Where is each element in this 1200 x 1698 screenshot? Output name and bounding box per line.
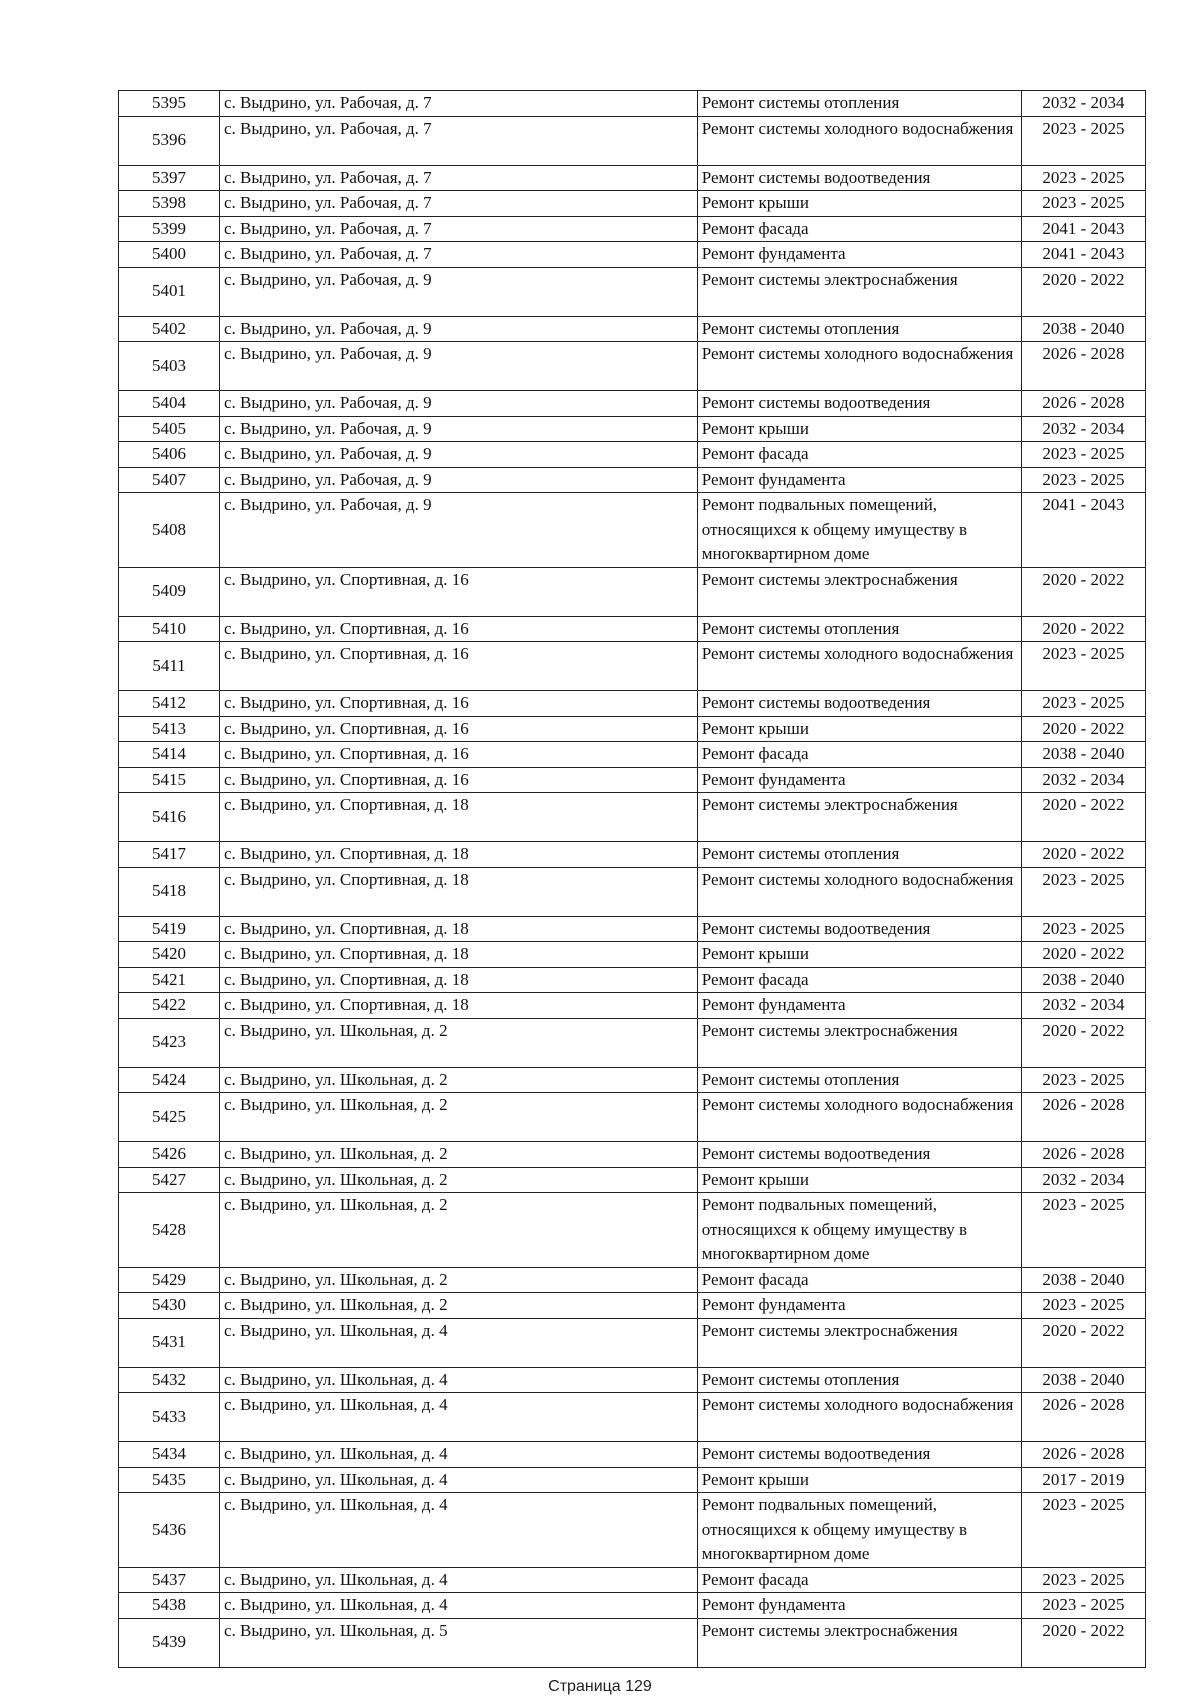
table-row (119, 1067, 1146, 1093)
address-cell: с. Выдрино, ул. Рабочая, д. 9 (220, 467, 698, 493)
work-type-cell: Ремонт системы электроснабжения (697, 793, 1021, 842)
table-row (119, 1567, 1146, 1593)
period-cell: 2023 - 2025 (1021, 165, 1145, 191)
period-cell: 2032 - 2034 (1021, 767, 1145, 793)
row-number: 5395 (119, 91, 220, 117)
table-row (119, 567, 1146, 616)
table-row (119, 691, 1146, 717)
address-cell: с. Выдрино, ул. Школьная, д. 2 (220, 1167, 698, 1193)
address-cell: с. Выдрино, ул. Школьная, д. 2 (220, 1067, 698, 1093)
period-cell: 2023 - 2025 (1021, 1067, 1145, 1093)
table-row (119, 1493, 1146, 1568)
work-type-cell: Ремонт системы водоотведения (697, 391, 1021, 417)
period-cell: 2023 - 2025 (1021, 867, 1145, 916)
period-cell: 2041 - 2043 (1021, 242, 1145, 268)
work-type-cell: Ремонт подвальных помещений, относящихся к общему имуществу в многоквартирном доме (697, 1493, 1021, 1568)
work-type-cell: Ремонт системы отопления (697, 316, 1021, 342)
address-cell: с. Выдрино, ул. Спортивная, д. 16 (220, 716, 698, 742)
work-type-cell: Ремонт системы электроснабжения (697, 1618, 1021, 1667)
table-row (119, 242, 1146, 268)
address-cell: с. Выдрино, ул. Школьная, д. 4 (220, 1493, 698, 1568)
row-number: 5403 (119, 342, 220, 391)
period-cell: 2026 - 2028 (1021, 1393, 1145, 1442)
period-cell: 2020 - 2022 (1021, 1318, 1145, 1367)
period-cell: 2020 - 2022 (1021, 942, 1145, 968)
work-type-cell: Ремонт крыши (697, 1467, 1021, 1493)
row-number: 5418 (119, 867, 220, 916)
address-cell: с. Выдрино, ул. Школьная, д. 4 (220, 1442, 698, 1468)
table-row (119, 716, 1146, 742)
work-type-cell: Ремонт системы электроснабжения (697, 267, 1021, 316)
row-number: 5400 (119, 242, 220, 268)
row-number: 5439 (119, 1618, 220, 1667)
row-number: 5429 (119, 1267, 220, 1293)
period-cell: 2038 - 2040 (1021, 1367, 1145, 1393)
table-row (119, 467, 1146, 493)
work-type-cell: Ремонт фундамента (697, 993, 1021, 1019)
row-number: 5432 (119, 1367, 220, 1393)
address-cell: с. Выдрино, ул. Спортивная, д. 16 (220, 616, 698, 642)
address-cell: с. Выдрино, ул. Рабочая, д. 7 (220, 191, 698, 217)
row-number: 5421 (119, 967, 220, 993)
address-cell: с. Выдрино, ул. Спортивная, д. 16 (220, 742, 698, 768)
work-type-cell: Ремонт фундамента (697, 767, 1021, 793)
row-number: 5416 (119, 793, 220, 842)
work-type-cell: Ремонт системы водоотведения (697, 691, 1021, 717)
period-cell: 2020 - 2022 (1021, 793, 1145, 842)
address-cell: с. Выдрино, ул. Рабочая, д. 9 (220, 493, 698, 568)
table-row (119, 216, 1146, 242)
address-cell: с. Выдрино, ул. Спортивная, д. 18 (220, 942, 698, 968)
period-cell: 2041 - 2043 (1021, 216, 1145, 242)
work-type-cell: Ремонт системы холодного водоснабжения (697, 1093, 1021, 1142)
period-cell: 2023 - 2025 (1021, 1593, 1145, 1619)
row-number: 5430 (119, 1293, 220, 1319)
period-cell: 2023 - 2025 (1021, 1193, 1145, 1268)
work-type-cell: Ремонт крыши (697, 191, 1021, 217)
row-number: 5428 (119, 1193, 220, 1268)
repair-schedule-table (118, 90, 1146, 1668)
work-type-cell: Ремонт фасада (697, 1567, 1021, 1593)
row-number: 5411 (119, 642, 220, 691)
table-row (119, 165, 1146, 191)
work-type-cell: Ремонт системы отопления (697, 616, 1021, 642)
work-type-cell: Ремонт крыши (697, 1167, 1021, 1193)
period-cell: 2041 - 2043 (1021, 493, 1145, 568)
period-cell: 2023 - 2025 (1021, 467, 1145, 493)
period-cell: 2026 - 2028 (1021, 342, 1145, 391)
row-number: 5420 (119, 942, 220, 968)
row-number: 5427 (119, 1167, 220, 1193)
table-row (119, 1393, 1146, 1442)
table-row (119, 416, 1146, 442)
period-cell: 2020 - 2022 (1021, 1618, 1145, 1667)
row-number: 5437 (119, 1567, 220, 1593)
work-type-cell: Ремонт системы водоотведения (697, 916, 1021, 942)
table-row (119, 1142, 1146, 1168)
table-row (119, 742, 1146, 768)
table-row (119, 342, 1146, 391)
period-cell: 2023 - 2025 (1021, 1493, 1145, 1568)
address-cell: с. Выдрино, ул. Школьная, д. 4 (220, 1393, 698, 1442)
table-row (119, 391, 1146, 417)
address-cell: с. Выдрино, ул. Рабочая, д. 7 (220, 216, 698, 242)
period-cell: 2032 - 2034 (1021, 993, 1145, 1019)
table-row (119, 842, 1146, 868)
period-cell: 2026 - 2028 (1021, 391, 1145, 417)
period-cell: 2023 - 2025 (1021, 642, 1145, 691)
address-cell: с. Выдрино, ул. Рабочая, д. 9 (220, 267, 698, 316)
work-type-cell: Ремонт системы отопления (697, 91, 1021, 117)
period-cell: 2023 - 2025 (1021, 916, 1145, 942)
row-number: 5397 (119, 165, 220, 191)
work-type-cell: Ремонт системы холодного водоснабжения (697, 867, 1021, 916)
work-type-cell: Ремонт системы отопления (697, 1367, 1021, 1393)
work-type-cell: Ремонт фундамента (697, 1593, 1021, 1619)
table-row (119, 91, 1146, 117)
address-cell: с. Выдрино, ул. Школьная, д. 2 (220, 1018, 698, 1067)
address-cell: с. Выдрино, ул. Школьная, д. 2 (220, 1293, 698, 1319)
period-cell: 2023 - 2025 (1021, 691, 1145, 717)
address-cell: с. Выдрино, ул. Спортивная, д. 18 (220, 793, 698, 842)
row-number: 5414 (119, 742, 220, 768)
row-number: 5415 (119, 767, 220, 793)
table-row (119, 942, 1146, 968)
period-cell: 2038 - 2040 (1021, 967, 1145, 993)
table-row (119, 642, 1146, 691)
address-cell: с. Выдрино, ул. Спортивная, д. 18 (220, 993, 698, 1019)
table-row (119, 191, 1146, 217)
row-number: 5424 (119, 1067, 220, 1093)
period-cell: 2020 - 2022 (1021, 267, 1145, 316)
address-cell: с. Выдрино, ул. Рабочая, д. 9 (220, 391, 698, 417)
period-cell: 2038 - 2040 (1021, 1267, 1145, 1293)
table-row (119, 493, 1146, 568)
row-number: 5425 (119, 1093, 220, 1142)
work-type-cell: Ремонт системы водоотведения (697, 1442, 1021, 1468)
table-row (119, 1467, 1146, 1493)
address-cell: с. Выдрино, ул. Школьная, д. 5 (220, 1618, 698, 1667)
table-row (119, 1293, 1146, 1319)
address-cell: с. Выдрино, ул. Рабочая, д. 7 (220, 242, 698, 268)
row-number: 5405 (119, 416, 220, 442)
table-row (119, 316, 1146, 342)
period-cell: 2023 - 2025 (1021, 116, 1145, 165)
row-number: 5410 (119, 616, 220, 642)
table-row (119, 1367, 1146, 1393)
table-row (119, 1093, 1146, 1142)
address-cell: с. Выдрино, ул. Школьная, д. 2 (220, 1142, 698, 1168)
table-body (119, 91, 1146, 1668)
period-cell: 2026 - 2028 (1021, 1142, 1145, 1168)
table-row (119, 967, 1146, 993)
table-row (119, 916, 1146, 942)
period-cell: 2020 - 2022 (1021, 1018, 1145, 1067)
period-cell: 2017 - 2019 (1021, 1467, 1145, 1493)
row-number: 5419 (119, 916, 220, 942)
row-number: 5433 (119, 1393, 220, 1442)
row-number: 5406 (119, 442, 220, 468)
address-cell: с. Выдрино, ул. Рабочая, д. 7 (220, 116, 698, 165)
address-cell: с. Выдрино, ул. Рабочая, д. 7 (220, 91, 698, 117)
work-type-cell: Ремонт фундамента (697, 1293, 1021, 1319)
address-cell: с. Выдрино, ул. Школьная, д. 2 (220, 1093, 698, 1142)
period-cell: 2023 - 2025 (1021, 1293, 1145, 1319)
table-row (119, 1593, 1146, 1619)
work-type-cell: Ремонт системы электроснабжения (697, 1318, 1021, 1367)
work-type-cell: Ремонт системы водоотведения (697, 165, 1021, 191)
table-row (119, 767, 1146, 793)
table-row (119, 1442, 1146, 1468)
table-row (119, 867, 1146, 916)
table-row (119, 616, 1146, 642)
address-cell: с. Выдрино, ул. Школьная, д. 4 (220, 1367, 698, 1393)
period-cell: 2020 - 2022 (1021, 716, 1145, 742)
address-cell: с. Выдрино, ул. Рабочая, д. 9 (220, 442, 698, 468)
row-number: 5422 (119, 993, 220, 1019)
row-number: 5431 (119, 1318, 220, 1367)
period-cell: 2038 - 2040 (1021, 742, 1145, 768)
table-row (119, 1018, 1146, 1067)
work-type-cell: Ремонт системы водоотведения (697, 1142, 1021, 1168)
page-number: Страница 129 (548, 1678, 652, 1695)
address-cell: с. Выдрино, ул. Школьная, д. 4 (220, 1318, 698, 1367)
work-type-cell: Ремонт системы холодного водоснабжения (697, 1393, 1021, 1442)
address-cell: с. Выдрино, ул. Спортивная, д. 16 (220, 767, 698, 793)
work-type-cell: Ремонт фундамента (697, 467, 1021, 493)
work-type-cell: Ремонт системы отопления (697, 842, 1021, 868)
period-cell: 2023 - 2025 (1021, 1567, 1145, 1593)
work-type-cell: Ремонт подвальных помещений, относящихся к общему имуществу в многоквартирном доме (697, 1193, 1021, 1268)
row-number: 5436 (119, 1493, 220, 1568)
work-type-cell: Ремонт системы электроснабжения (697, 1018, 1021, 1067)
row-number: 5404 (119, 391, 220, 417)
address-cell: с. Выдрино, ул. Рабочая, д. 9 (220, 316, 698, 342)
row-number: 5412 (119, 691, 220, 717)
period-cell: 2023 - 2025 (1021, 191, 1145, 217)
address-cell: с. Выдрино, ул. Школьная, д. 2 (220, 1267, 698, 1293)
row-number: 5396 (119, 116, 220, 165)
work-type-cell: Ремонт фасада (697, 1267, 1021, 1293)
table-row (119, 993, 1146, 1019)
row-number: 5417 (119, 842, 220, 868)
work-type-cell: Ремонт крыши (697, 942, 1021, 968)
table-row (119, 1267, 1146, 1293)
work-type-cell: Ремонт фасада (697, 442, 1021, 468)
work-type-cell: Ремонт системы холодного водоснабжения (697, 342, 1021, 391)
row-number: 5398 (119, 191, 220, 217)
address-cell: с. Выдрино, ул. Спортивная, д. 16 (220, 691, 698, 717)
period-cell: 2020 - 2022 (1021, 842, 1145, 868)
row-number: 5426 (119, 1142, 220, 1168)
row-number: 5408 (119, 493, 220, 568)
period-cell: 2023 - 2025 (1021, 442, 1145, 468)
period-cell: 2032 - 2034 (1021, 1167, 1145, 1193)
table-row (119, 267, 1146, 316)
row-number: 5434 (119, 1442, 220, 1468)
row-number: 5402 (119, 316, 220, 342)
period-cell: 2020 - 2022 (1021, 616, 1145, 642)
address-cell: с. Выдрино, ул. Спортивная, д. 16 (220, 567, 698, 616)
work-type-cell: Ремонт фасада (697, 216, 1021, 242)
period-cell: 2026 - 2028 (1021, 1442, 1145, 1468)
address-cell: с. Выдрино, ул. Школьная, д. 4 (220, 1567, 698, 1593)
row-number: 5413 (119, 716, 220, 742)
work-type-cell: Ремонт фасада (697, 967, 1021, 993)
address-cell: с. Выдрино, ул. Школьная, д. 4 (220, 1467, 698, 1493)
table-row (119, 1193, 1146, 1268)
address-cell: с. Выдрино, ул. Школьная, д. 2 (220, 1193, 698, 1268)
period-cell: 2020 - 2022 (1021, 567, 1145, 616)
table-row (119, 1167, 1146, 1193)
address-cell: с. Выдрино, ул. Рабочая, д. 9 (220, 342, 698, 391)
row-number: 5399 (119, 216, 220, 242)
table-row (119, 442, 1146, 468)
work-type-cell: Ремонт крыши (697, 716, 1021, 742)
table-row (119, 116, 1146, 165)
table-row (119, 1318, 1146, 1367)
address-cell: с. Выдрино, ул. Спортивная, д. 16 (220, 642, 698, 691)
table-row (119, 793, 1146, 842)
row-number: 5438 (119, 1593, 220, 1619)
work-type-cell: Ремонт фасада (697, 742, 1021, 768)
address-cell: с. Выдрино, ул. Рабочая, д. 7 (220, 165, 698, 191)
address-cell: с. Выдрино, ул. Спортивная, д. 18 (220, 916, 698, 942)
row-number: 5409 (119, 567, 220, 616)
row-number: 5423 (119, 1018, 220, 1067)
row-number: 5401 (119, 267, 220, 316)
row-number: 5435 (119, 1467, 220, 1493)
address-cell: с. Выдрино, ул. Рабочая, д. 9 (220, 416, 698, 442)
row-number: 5407 (119, 467, 220, 493)
work-type-cell: Ремонт системы электроснабжения (697, 567, 1021, 616)
address-cell: с. Выдрино, ул. Спортивная, д. 18 (220, 967, 698, 993)
period-cell: 2038 - 2040 (1021, 316, 1145, 342)
work-type-cell: Ремонт крыши (697, 416, 1021, 442)
table-row (119, 1618, 1146, 1667)
work-type-cell: Ремонт системы холодного водоснабжения (697, 116, 1021, 165)
work-type-cell: Ремонт системы холодного водоснабжения (697, 642, 1021, 691)
address-cell: с. Выдрино, ул. Школьная, д. 4 (220, 1593, 698, 1619)
address-cell: с. Выдрино, ул. Спортивная, д. 18 (220, 842, 698, 868)
address-cell: с. Выдрино, ул. Спортивная, д. 18 (220, 867, 698, 916)
work-type-cell: Ремонт фундамента (697, 242, 1021, 268)
work-type-cell: Ремонт подвальных помещений, относящихся к общему имуществу в многоквартирном доме (697, 493, 1021, 568)
work-type-cell: Ремонт системы отопления (697, 1067, 1021, 1093)
period-cell: 2032 - 2034 (1021, 91, 1145, 117)
period-cell: 2026 - 2028 (1021, 1093, 1145, 1142)
period-cell: 2032 - 2034 (1021, 416, 1145, 442)
